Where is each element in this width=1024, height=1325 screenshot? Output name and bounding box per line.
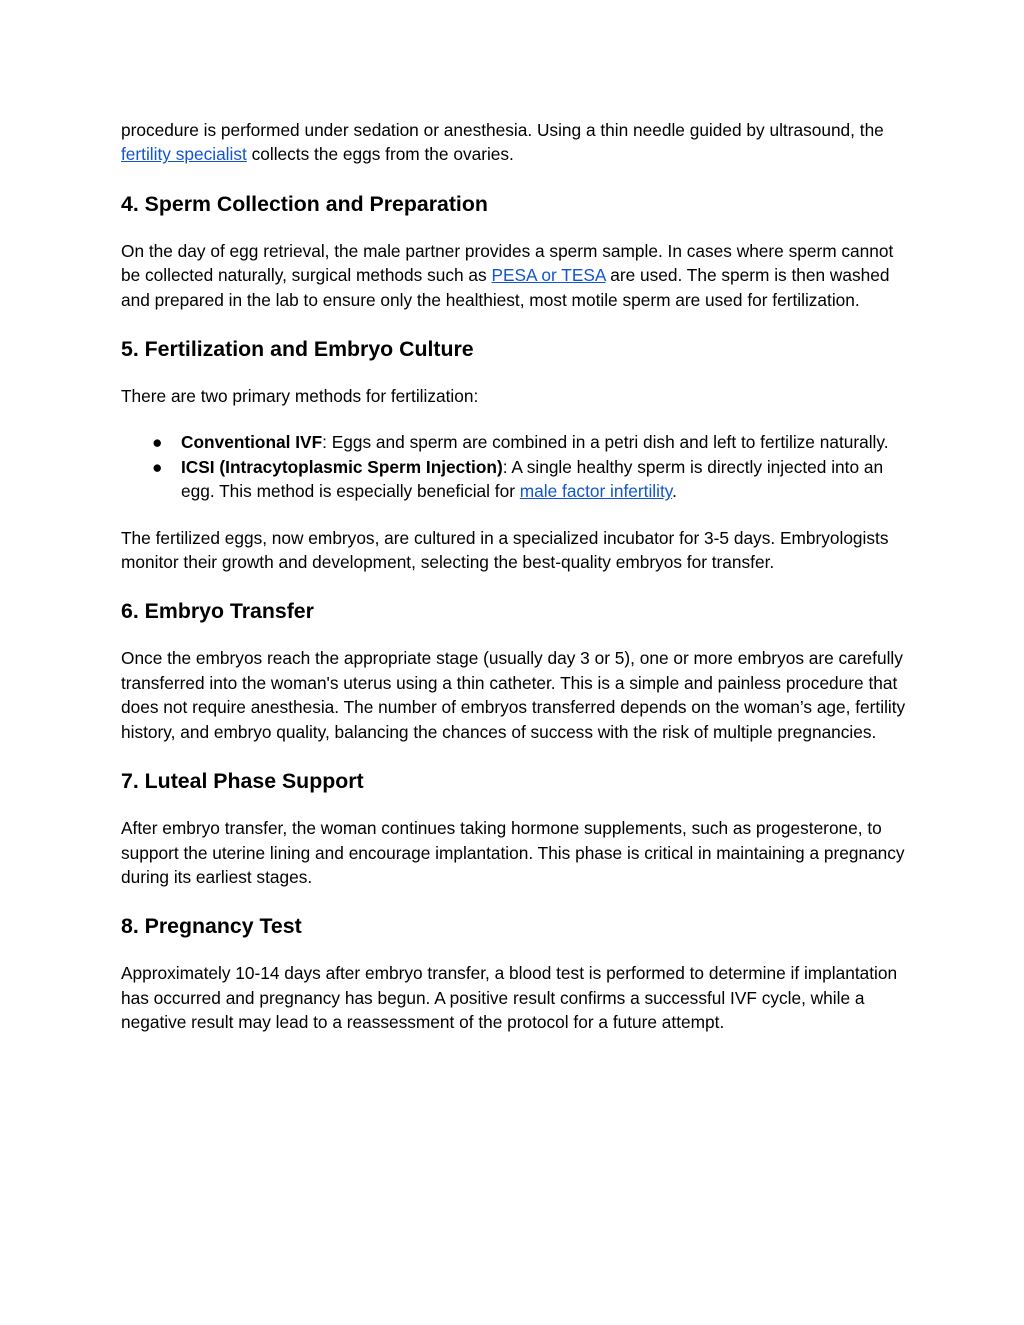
method-name: Conventional IVF — [181, 432, 323, 453]
section-4-text: On the day of egg retrieval, the male partner provides a sperm sample. In cases where sperm cannot be collected naturally, surgical methods such as — [121, 240, 894, 286]
section-6-heading: 6. Embryo Transfer — [121, 599, 314, 624]
fertilization-methods-list — [121, 430, 911, 503]
section-7-paragraph: After embryo transfer, the woman continues taking hormone supplements, such as progesterone, to support the uterine lining and encourage implantation. This phase is critical in maintaining a pregnancy during its earliest stages. — [121, 818, 905, 887]
fertility-specialist-link[interactable]: fertility specialist — [121, 144, 247, 165]
document-body — [121, 118, 911, 1035]
intro-text: procedure is performed under sedation or anesthesia. Using a thin needle guided by ultrasound, the — [121, 120, 884, 140]
section-5-closing: The fertilized eggs, now embryos, are cultured in a specialized incubator for 3-5 days. Embryologists monitor their growth and development, selecting the best-quality embryos for transfer. — [121, 527, 889, 573]
section-7-heading: 7. Luteal Phase Support — [121, 769, 364, 794]
method-description: : Eggs and sperm are combined in a petri dish and left to fertilize naturally. — [322, 432, 889, 453]
section-8-heading: 8. Pregnancy Test — [121, 914, 302, 939]
pesa-tesa-link[interactable]: PESA or TESA — [491, 265, 606, 286]
method-description-end: . — [672, 481, 677, 502]
male-factor-infertility-link[interactable]: male factor infertility — [519, 481, 673, 502]
section-4-heading: 4. Sperm Collection and Preparation — [121, 191, 488, 216]
bullet-icon: ● — [152, 456, 163, 477]
section-4-paragraph — [121, 239, 911, 312]
section-6-paragraph: Once the embryos reach the appropriate stage (usually day 3 or 5), one or more embryos are carefully transferred into the woman's uterus using a thin catheter. This is a simple and painless procedure that does not require anesthesia. The number of embryos transferred depends on the woman’s age, fertility history, and embryo quality, balancing the chances of success with the risk of multiple pregnancies. — [121, 648, 906, 742]
bullet-icon: ● — [152, 432, 163, 453]
section-5-heading: 5. Fertilization and Embryo Culture — [121, 337, 474, 362]
list-item — [121, 430, 911, 454]
method-name: ICSI (Intracytoplasmic Sperm Injection) — [181, 456, 503, 477]
section-8-paragraph: Approximately 10-14 days after embryo transfer, a blood test is performed to determine if implantation has occurred and pregnancy has begun. A positive result confirms a successful IVF cycle, while a negative result may lead to a reassessment of the protocol for a future attempt. — [121, 963, 898, 1033]
section-4-text-end: are used. The sperm is then washed and prepared in the lab to ensure only the healthiest, most motile sperm are used for fertilization. — [121, 265, 890, 310]
intro-text-end: collects the eggs from the ovaries. — [246, 144, 514, 165]
list-item — [121, 455, 911, 504]
method-description: : A single healthy sperm is directly injected into an egg. This method is especially beneficial for — [181, 456, 884, 502]
intro-paragraph — [121, 118, 911, 167]
section-5-intro: There are two primary methods for fertilization: — [121, 386, 479, 407]
